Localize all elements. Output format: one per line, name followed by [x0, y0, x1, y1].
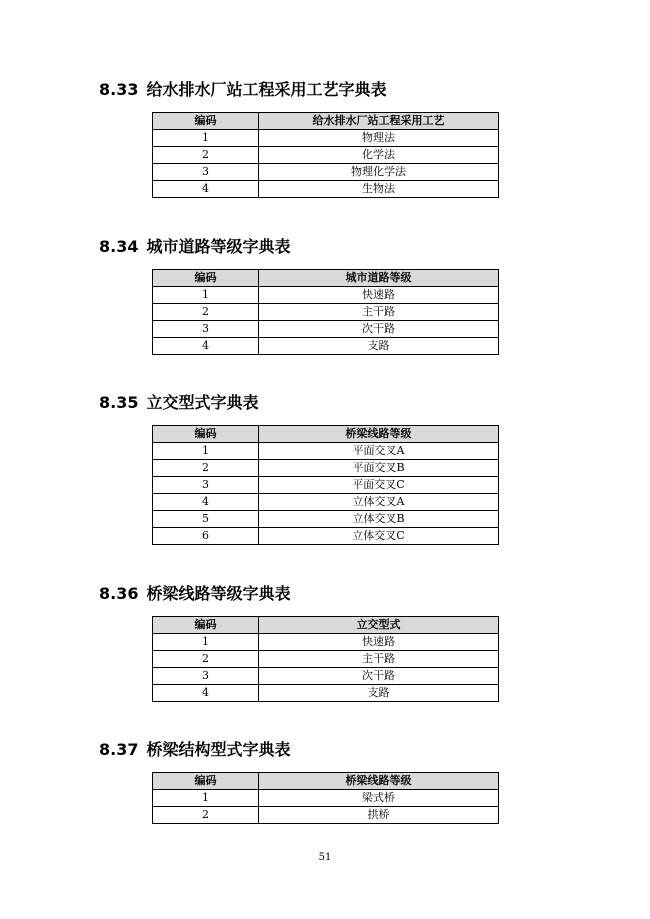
table-row [153, 287, 499, 304]
table-row [153, 528, 499, 545]
header-name: 立交型式 [259, 617, 499, 634]
cell-value: 支路 [259, 685, 499, 702]
dictionary-table [152, 425, 499, 545]
table-header-row [153, 113, 499, 130]
table-row [153, 443, 499, 460]
cell-code: 4 [153, 494, 259, 511]
table-row [153, 338, 499, 355]
table-row [153, 634, 499, 651]
table-header-row [153, 426, 499, 443]
header-code: 编码 [153, 426, 259, 443]
table-row [153, 807, 499, 824]
table-row [153, 147, 499, 164]
header-name: 城市道路等级 [259, 270, 499, 287]
cell-code: 3 [153, 321, 259, 338]
header-name: 桥梁线路等级 [259, 426, 499, 443]
cell-value: 立体交叉C [259, 528, 499, 545]
section-title: 立交型式字典表 [146, 393, 259, 412]
section-heading [99, 237, 291, 257]
cell-code: 2 [153, 651, 259, 668]
cell-value: 平面交叉A [259, 443, 499, 460]
section-number: 8.34 [99, 237, 139, 256]
cell-code: 1 [153, 130, 259, 147]
header-code: 编码 [153, 617, 259, 634]
section-heading [99, 740, 291, 760]
cell-code: 5 [153, 511, 259, 528]
cell-code: 1 [153, 443, 259, 460]
cell-code: 1 [153, 790, 259, 807]
cell-value: 平面交叉B [259, 460, 499, 477]
cell-code: 2 [153, 460, 259, 477]
table-row [153, 460, 499, 477]
section-title: 给水排水厂站工程采用工艺字典表 [146, 80, 387, 99]
table-row [153, 321, 499, 338]
cell-code: 1 [153, 634, 259, 651]
cell-code: 4 [153, 181, 259, 198]
table-header-row [153, 617, 499, 634]
section-number: 8.33 [99, 80, 139, 99]
header-code: 编码 [153, 773, 259, 790]
cell-value: 次干路 [259, 668, 499, 685]
cell-value: 化学法 [259, 147, 499, 164]
dictionary-table [152, 772, 499, 824]
section-title: 城市道路等级字典表 [146, 237, 291, 256]
table-row [153, 494, 499, 511]
cell-value: 立体交叉A [259, 494, 499, 511]
section-heading [99, 80, 387, 100]
cell-code: 1 [153, 287, 259, 304]
dictionary-table [152, 269, 499, 355]
table-row [153, 477, 499, 494]
cell-code: 4 [153, 685, 259, 702]
cell-code: 3 [153, 164, 259, 181]
table-row [153, 651, 499, 668]
cell-value: 物理化学法 [259, 164, 499, 181]
cell-code: 3 [153, 477, 259, 494]
cell-code: 4 [153, 338, 259, 355]
page-number: 51 [318, 852, 332, 863]
cell-value: 主干路 [259, 304, 499, 321]
dictionary-table [152, 112, 499, 198]
cell-value: 快速路 [259, 634, 499, 651]
table-row [153, 130, 499, 147]
cell-value: 支路 [259, 338, 499, 355]
section-number: 8.37 [99, 740, 139, 759]
cell-value: 次干路 [259, 321, 499, 338]
table-row [153, 685, 499, 702]
header-name: 给水排水厂站工程采用工艺 [259, 113, 499, 130]
section-heading [99, 393, 259, 413]
section-title: 桥梁线路等级字典表 [146, 584, 291, 603]
section-number: 8.36 [99, 584, 139, 603]
header-code: 编码 [153, 270, 259, 287]
section-number: 8.35 [99, 393, 139, 412]
table-header-row [153, 270, 499, 287]
table-row [153, 668, 499, 685]
cell-value: 梁式桥 [259, 790, 499, 807]
cell-value: 拱桥 [259, 807, 499, 824]
table-header-row [153, 773, 499, 790]
header-code: 编码 [153, 113, 259, 130]
cell-value: 主干路 [259, 651, 499, 668]
cell-value: 快速路 [259, 287, 499, 304]
cell-code: 2 [153, 147, 259, 164]
cell-value: 物理法 [259, 130, 499, 147]
cell-value: 立体交叉B [259, 511, 499, 528]
section-heading [99, 584, 291, 604]
cell-code: 2 [153, 807, 259, 824]
dictionary-table [152, 616, 499, 702]
cell-code: 6 [153, 528, 259, 545]
section-title: 桥梁结构型式字典表 [146, 740, 291, 759]
cell-value: 生物法 [259, 181, 499, 198]
table-row [153, 304, 499, 321]
cell-value: 平面交叉C [259, 477, 499, 494]
table-row [153, 790, 499, 807]
cell-code: 3 [153, 668, 259, 685]
table-row [153, 164, 499, 181]
table-row [153, 181, 499, 198]
table-row [153, 511, 499, 528]
cell-code: 2 [153, 304, 259, 321]
header-name: 桥梁线路等级 [259, 773, 499, 790]
